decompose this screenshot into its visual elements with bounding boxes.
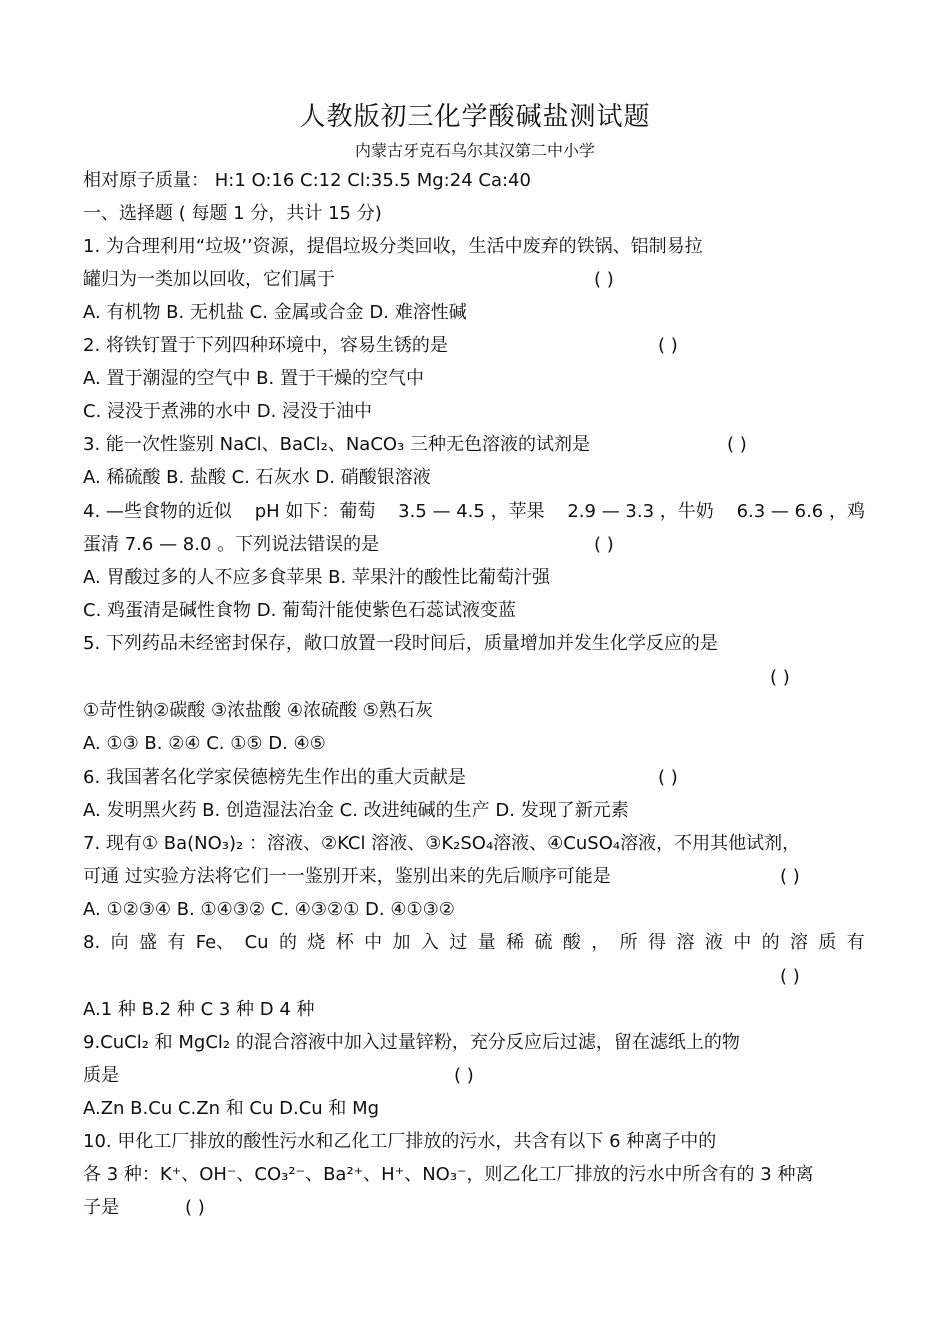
q8-part: ， [591, 932, 610, 953]
q8-options: A.1 种 B.2 种 C 3 种 D 4 种 [83, 999, 315, 1020]
school-name: 内蒙古牙克石乌尔其汉第二中小学 [354, 141, 595, 160]
q8-part: 中 [364, 932, 383, 953]
q4-answer-paren: ( ) [594, 534, 614, 555]
q9-options: A.Zn B.Cu C.Zn 和 Cu D.Cu 和 Mg [83, 1098, 380, 1119]
q10-answer-paren: ( ) [185, 1197, 205, 1218]
q8-part: 入 [420, 932, 439, 953]
q8-part: 稀 [506, 932, 525, 953]
q8-part: 有 [846, 932, 865, 953]
q3-answer-paren: ( ) [727, 434, 747, 455]
q3-stem: 3. 能一次性鉴别 NaCl、BaCl₂、NaCO₃ 三种无色溶液的试剂是 [83, 434, 591, 455]
q3-options: A. 稀硫酸 B. 盐酸 C. 石灰水 D. 硝酸银溶液 [83, 467, 431, 488]
atomic-mass-line: 相对原子质量： H:1 O:16 C:12 Cl:35.5 Mg:24 Ca:40 [83, 170, 531, 191]
q8-part: 所 [619, 932, 638, 953]
q8-part: 得 [648, 932, 667, 953]
q4-options-1: A. 胃酸过多的人不应多食苹果 B. 苹果汁的酸性比葡萄汁强 [83, 567, 550, 588]
q1-stem-line2: 罐归为一类加以回收，它们属于 [83, 269, 335, 290]
q8-part: Fe、 [195, 932, 235, 953]
section-heading: 一、选择题 ( 每题 1 分，共计 15 分) [83, 203, 382, 224]
q4-stem-line2: 蛋清 7.6 — 8.0 。下列说法错误的是 [83, 534, 380, 555]
q8-part: 加 [392, 932, 411, 953]
q2-options-2: C. 浸没于煮沸的水中 D. 浸没于油中 [83, 401, 373, 422]
q8-part: 溶 [676, 932, 695, 953]
q7-options: A. ①②③④ B. ①④③② C. ④③②① D. ④①③② [83, 899, 455, 920]
q8-part: 酸 [562, 932, 581, 953]
q7-stem-line2: 可通 过实验方法将它们一一鉴别开来，鉴别出来的先后顺序可能是 [83, 866, 611, 887]
q7-answer-paren: ( ) [780, 866, 800, 887]
q8-part: 向 [110, 932, 129, 953]
q4-options-2: C. 鸡蛋清是碱性食物 D. 葡萄汁能使紫色石蕊试液变蓝 [83, 600, 517, 621]
q5-options: A. ①③ B. ②④ C. ①⑤ D. ④⑤ [83, 733, 326, 754]
q4-part: 3.5 — 4.5 ，苹果 [398, 501, 545, 522]
q4-part: pH 如下：葡萄 [254, 501, 376, 522]
q8-part: Cu [244, 932, 269, 953]
q4-part: 2.9 — 3.3 ，牛奶 [567, 501, 714, 522]
q10-stem-line1: 10. 甲化工厂排放的酸性污水和乙化工厂排放的污水，共含有以下 6 种离子中的 [83, 1131, 717, 1152]
q8-part: 硫 [534, 932, 553, 953]
q9-answer-paren: ( ) [454, 1065, 474, 1086]
q5-answer-paren: ( ) [770, 667, 790, 688]
q8-stem [83, 932, 865, 954]
q1-stem-line1: 1. 为合理利用“垃圾’’资源，提倡垃圾分类回收，生活中废弃的铁锅、铝制易拉 [83, 236, 703, 257]
q1-options: A. 有机物 B. 无机盐 C. 金属或合金 D. 难溶性碱 [83, 302, 467, 323]
q8-part: 杯 [335, 932, 354, 953]
q6-answer-paren: ( ) [658, 767, 678, 788]
q6-stem: 6. 我国著名化学家侯德榜先生作出的重大贡献是 [83, 767, 466, 788]
q8-part: 中 [733, 932, 752, 953]
q8-part: 溶 [790, 932, 808, 953]
q8-part: 有 [167, 932, 186, 953]
q4-part: 6.3 — 6.6 ，鸡 [736, 501, 865, 522]
q8-part: 的 [278, 932, 297, 953]
q10-stem-line3: 子是 [83, 1197, 119, 1218]
q9-stem-line2: 质是 [83, 1065, 119, 1086]
q4-part: 4. —些食物的近似 [83, 501, 232, 522]
q2-answer-paren: ( ) [658, 335, 678, 356]
page-title: 人教版初三化学酸碱盐测试题 [299, 102, 651, 132]
q8-part: 的 [761, 932, 780, 953]
q1-answer-paren: ( ) [594, 269, 614, 290]
q8-part: 量 [477, 932, 496, 953]
q8-part: 烧 [307, 932, 326, 953]
q8-part: 质 [818, 932, 837, 953]
q8-part: 过 [449, 932, 468, 953]
q7-stem-line1: 7. 现有① Ba(NO₃)₂ ：溶液、②KCl 溶液、③K₂SO₄溶液、④CuSO₄溶液，不用其他试剂， [83, 833, 801, 854]
q8-part: 8. [83, 932, 101, 953]
q10-stem-line2: 各 3 种：K⁺、OH⁻、CO₃²⁻、Ba²⁺、H⁺、NO₃⁻，则乙化工厂排放的污水中所含有的 3 种离 [83, 1164, 814, 1185]
q6-options: A. 发明黑火药 B. 创造湿法冶金 C. 改进纯碱的生产 D. 发现了新元素 [83, 800, 629, 821]
q5-stem: 5. 下列药品未经密封保存，敞口放置一段时间后，质量增加并发生化学反应的是 [83, 633, 718, 654]
q4-stem-line1 [83, 501, 865, 523]
q8-part: 盛 [138, 932, 157, 953]
q5-items: ①苛性钠②碳酸 ③浓盐酸 ④浓硫酸 ⑤熟石灰 [83, 700, 433, 721]
q8-part: 液 [704, 932, 723, 953]
q8-answer-paren: ( ) [780, 966, 800, 987]
q2-stem: 2. 将铁钉置于下列四种环境中，容易生锈的是 [83, 335, 448, 356]
q2-options-1: A. 置于潮湿的空气中 B. 置于干燥的空气中 [83, 368, 424, 389]
q9-stem-line1: 9.CuCl₂ 和 MgCl₂ 的混合溶液中加入过量锌粉，充分反应后过滤，留在滤纸上的物 [83, 1032, 740, 1053]
